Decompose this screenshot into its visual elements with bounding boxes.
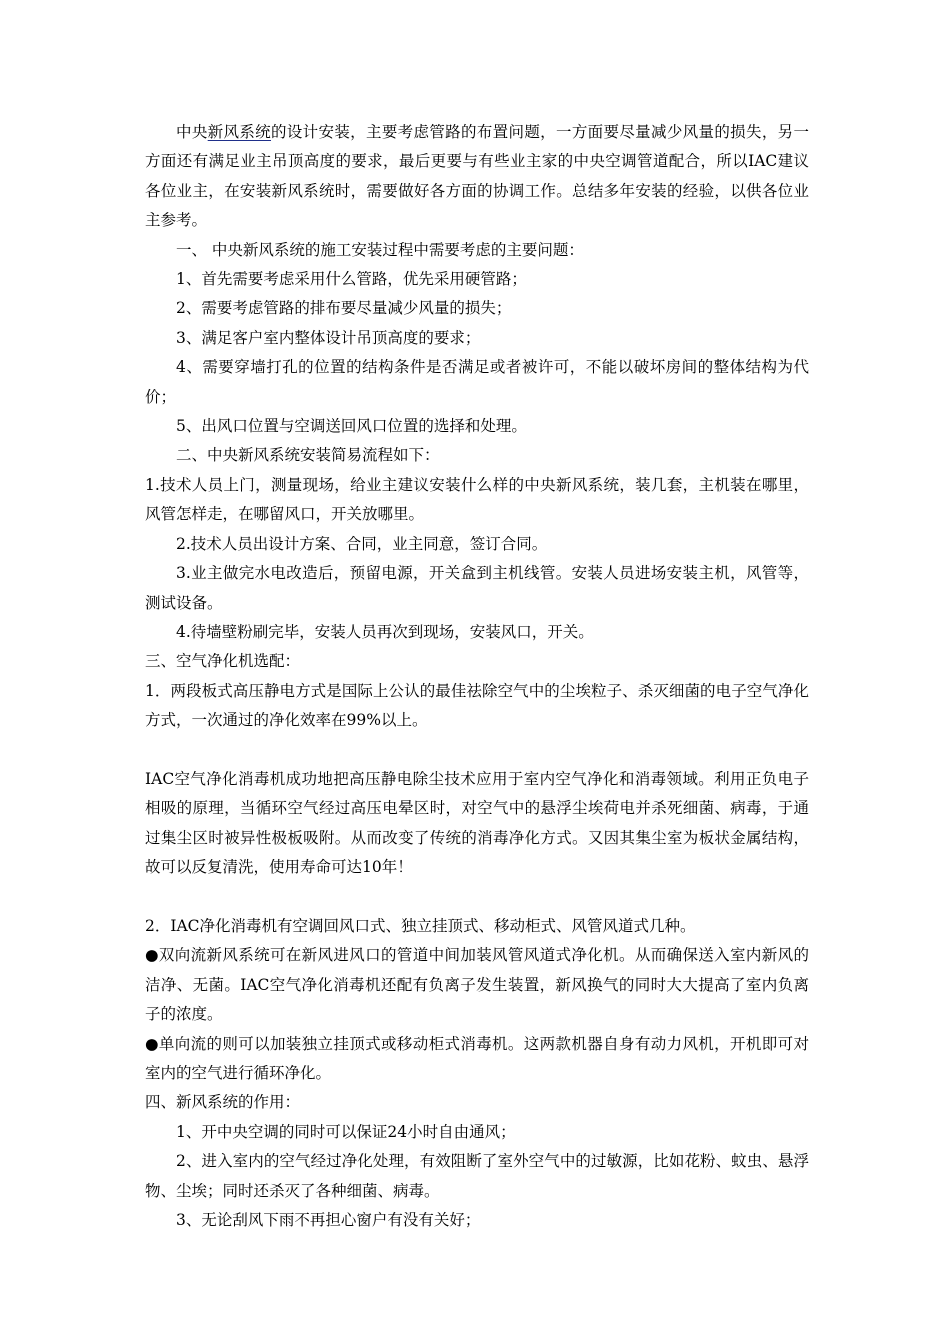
section4-item-1: 1、开中央空调的同时可以保证24小时自由通风； <box>176 1122 516 1141</box>
section2-step-2: 2.技术人员出设计方案、合同，业主同意，签订合同。 <box>176 534 548 553</box>
section1-item-1: 1、首先需要考虑采用什么管路，优先采用硬管路； <box>176 270 527 289</box>
section4-item-3: 3、无论刮风下雨不再担心窗户有没有关好； <box>176 1211 481 1229</box>
section2-step-4: 4.待墙壁粉刷完毕，安装人员再次到现场，安装风口，开关。 <box>176 622 594 641</box>
section3-paragraph-3: 2．IAC净化消毒机有空调回风口式、独立挂顶式、移动柜式、风管风道式几种。 <box>145 916 696 935</box>
section4-heading: 四、新风系统的作用： <box>145 1093 301 1112</box>
section1-item-5: 5、出风口位置与空调送回风口位置的选择和处理。 <box>176 417 527 436</box>
fresh-air-system-link[interactable]: 新风系统 <box>207 123 272 141</box>
blank-line <box>145 736 809 765</box>
section2-step-3: 3.业主做完水电改造后，预留电源，开关盒到主机线管。安装人员进场安装主机，风管等，测试设备。 <box>145 564 809 612</box>
blank-line <box>145 883 809 912</box>
section3-bullet-2: ●单向流的则可以加装独立挂顶式或移动柜式消毒机。这两款机器自身有动力风机，开机即可对室内的空气进行循环净化。 <box>145 1034 809 1082</box>
section3-heading: 三、空气净化机选配： <box>145 652 301 671</box>
section3-bullet-1: ●双向流新风系统可在新风进风口的管道中间加装风管风道式净化机。从而确保送入室内新风的洁净、无菌。IAC空气净化消毒机还配有负离子发生装置，新风换气的同时大大提高了室内负离子的浓度。 <box>145 946 809 1024</box>
section1-item-4: 4、需要穿墙打孔的位置的结构条件是否满足或者被许可，不能以破坏房间的整体结构为代价； <box>145 358 809 406</box>
section2-step-1: 1.技术人员上门，测量现场，给业主建议安装什么样的中央新风系统，装几套，主机装在哪里，风管怎样走，在哪留风口，开关放哪里。 <box>145 475 809 524</box>
intro-prefix: 中央 <box>176 123 208 141</box>
document-body <box>145 118 809 1235</box>
section3-paragraph-2: IAC空气净化消毒机成功地把高压静电除尘技术应用于室内空气净化和消毒领域。利用正负电子相吸的原理，当循环空气经过高压电晕区时，对空气中的悬浮尘埃荷电并杀死细菌、病毒，于通过集尘区时被异性极板吸附。从而改变了传统的消毒净化方式。又因其集尘室为板状金属结构，故可以反复清洗，使用寿命可达10年！ <box>145 769 809 877</box>
section2-heading: 二、中央新风系统安装简易流程如下： <box>176 446 440 465</box>
section3-paragraph-1: 1．两段板式高压静电方式是国际上公认的最佳祛除空气中的尘埃粒子、杀灭细菌的电子空气净化方式，一次通过的净化效率在99%以上。 <box>145 681 809 730</box>
section4-item-2: 2、进入室内的空气经过净化处理，有效阻断了室外空气中的过敏源，比如花粉、蚊虫、悬浮物、尘埃；同时还杀灭了各种细菌、病毒。 <box>145 1152 809 1200</box>
section1-item-3: 3、满足客户室内整体设计吊顶高度的要求； <box>176 328 481 347</box>
section1-item-2: 2、需要考虑管路的排布要尽量减少风量的损失； <box>176 299 512 318</box>
intro-text: 的设计安装，主要考虑管路的布置问题，一方面要尽量减少风量的损失，另一方面还有满足业主吊顶高度的要求，最后更要与有些业主家的中央空调管道配合，所以IAC建议各位业主，在安装新风系统时，需要做好各方面的协调工作。总结多年安装的经验，以供各位业主参考。 <box>145 123 809 230</box>
intro-paragraph <box>145 118 809 236</box>
section1-heading: 一、 中央新风系统的施工安装过程中需要考虑的主要问题： <box>176 240 584 259</box>
